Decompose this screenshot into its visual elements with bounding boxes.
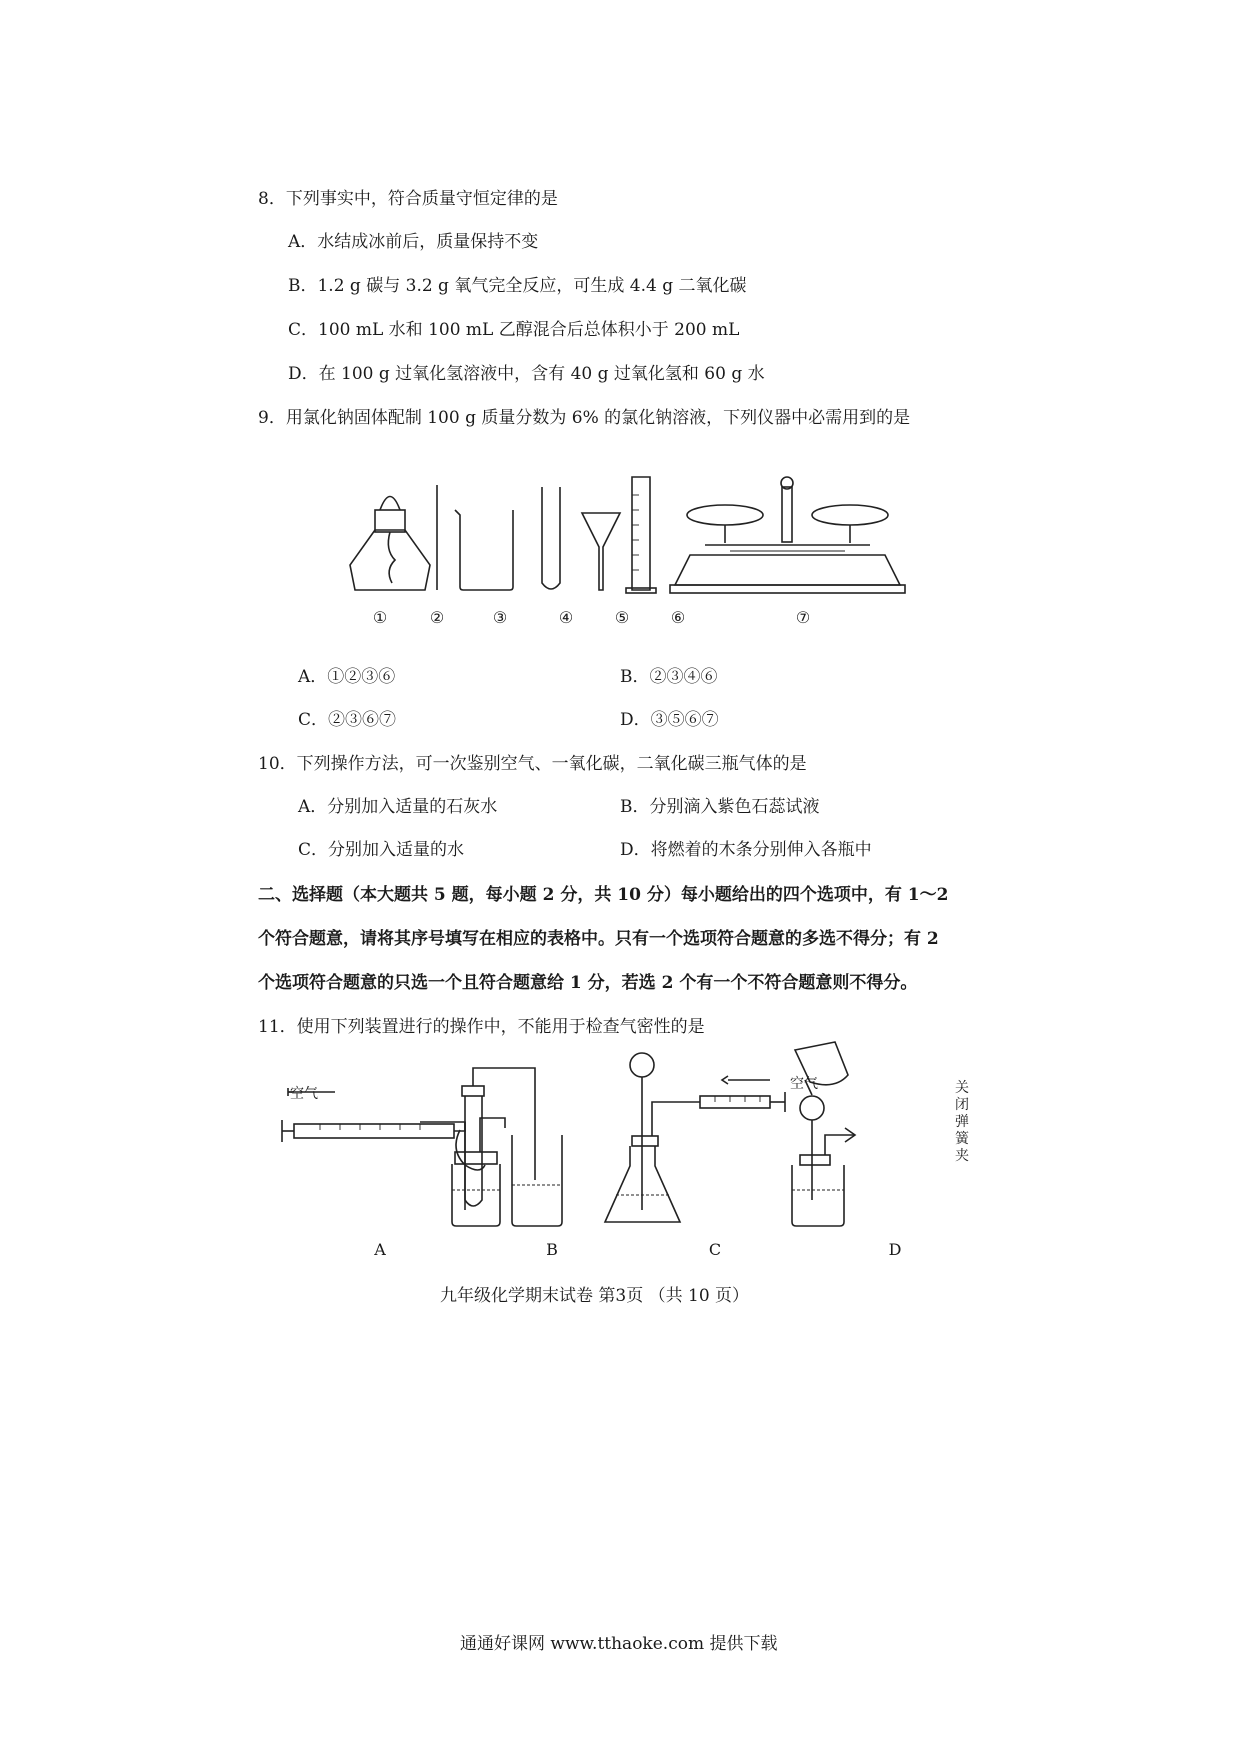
q9-label-6: ⑥: [670, 608, 686, 627]
funnel-icon: [582, 513, 620, 590]
alcohol-lamp-icon: [350, 497, 430, 591]
q11-label-a: A: [374, 1240, 386, 1259]
page-footer: 九年级化学期末试卷 第3页 （共 10 页）: [440, 1286, 750, 1306]
q8-option-c: C．100 mL 水和 100 mL 乙醇混合后总体积小于 200 mL: [288, 320, 740, 340]
q11-air-label-a: 空气: [290, 1086, 318, 1102]
q9-label-3: ③: [492, 608, 508, 627]
q10-stem: 10．下列操作方法，可一次鉴别空气、一氧化碳，二氧化碳三瓶气体的是: [258, 754, 807, 774]
q10-option-c: C．分别加入适量的水: [298, 840, 465, 860]
q11-label-b: B: [546, 1240, 558, 1259]
section2-line-3: 个选项符合题意的只选一个且符合题意给 1 分，若选 2 个有一个不符合题意则不得分。: [258, 973, 918, 993]
q11-stem: 11．使用下列装置进行的操作中，不能用于检查气密性的是: [258, 1017, 705, 1037]
balance-scale-icon: [670, 477, 905, 593]
q9-label-1: ①: [372, 608, 388, 627]
q9-option-d: D．③⑤⑥⑦: [620, 710, 719, 730]
q10-option-b: B．分别滴入紫色石蕊试液: [620, 797, 820, 817]
q9-stem: 9．用氯化钠固体配制 100 g 质量分数为 6% 的氯化钠溶液，下列仪器中必需用到的是: [258, 408, 911, 428]
q9-label-5: ⑤: [614, 608, 630, 627]
q11-label-d: D: [888, 1240, 902, 1259]
q9-label-2: ②: [429, 608, 445, 627]
q9-option-a: A．①②③⑥: [298, 667, 396, 687]
clamp-char-2: 闭: [955, 1097, 969, 1113]
clamp-char-4: 簧: [955, 1131, 969, 1147]
q11-air-label-c: 空气: [790, 1076, 818, 1092]
section2-line-2: 个符合题意，请将其序号填写在相应的表格中。只有一个选项符合题意的多选不得分；有 2: [258, 929, 939, 949]
q10-option-d: D．将燃着的木条分别伸入各瓶中: [620, 840, 872, 860]
clamp-char-1: 关: [955, 1080, 969, 1096]
apparatus-d-bottle-funnel-icon: [792, 1042, 855, 1226]
q9-label-7: ⑦: [795, 608, 811, 627]
q9-label-4: ④: [558, 608, 574, 627]
q11-apparatus-figure: [280, 1040, 980, 1230]
q10-option-a: A．分别加入适量的石灰水: [298, 797, 498, 817]
q8-option-b: B．1.2 g 碳与 3.2 g 氧气完全反应，可生成 4.4 g 二氧化碳: [288, 276, 747, 296]
graduated-cylinder-icon: [626, 477, 656, 593]
section2-line-1: 二、选择题（本大题共 5 题，每小题 2 分，共 10 分）每小题给出的四个选项中，有 1～2: [258, 885, 949, 905]
apparatus-c-flask-syringe-icon: [605, 1053, 785, 1222]
apparatus-b-hand-test-tube-icon: [456, 1068, 562, 1226]
q9-option-b: B．②③④⑥: [620, 667, 718, 687]
q9-option-c: C．②③⑥⑦: [298, 710, 397, 730]
watermark-text: 通通好课网 www.tthaoke.com 提供下载: [460, 1634, 778, 1654]
beaker-icon: [455, 510, 513, 590]
q11-label-c: C: [708, 1240, 722, 1259]
q9-apparatus-figure: [330, 455, 930, 595]
q8-stem: 8．下列事实中，符合质量守恒定律的是: [258, 189, 558, 209]
clamp-char-3: 弹: [955, 1114, 969, 1130]
q11-clamp-label: [954, 1080, 970, 1165]
test-tube-icon: [542, 487, 560, 589]
q8-option-d: D．在 100 g 过氧化氢溶液中，含有 40 g 过氧化氢和 60 g 水: [288, 364, 765, 384]
q8-option-a: A．水结成冰前后，质量保持不变: [288, 232, 539, 252]
clamp-char-5: 夹: [955, 1148, 969, 1164]
